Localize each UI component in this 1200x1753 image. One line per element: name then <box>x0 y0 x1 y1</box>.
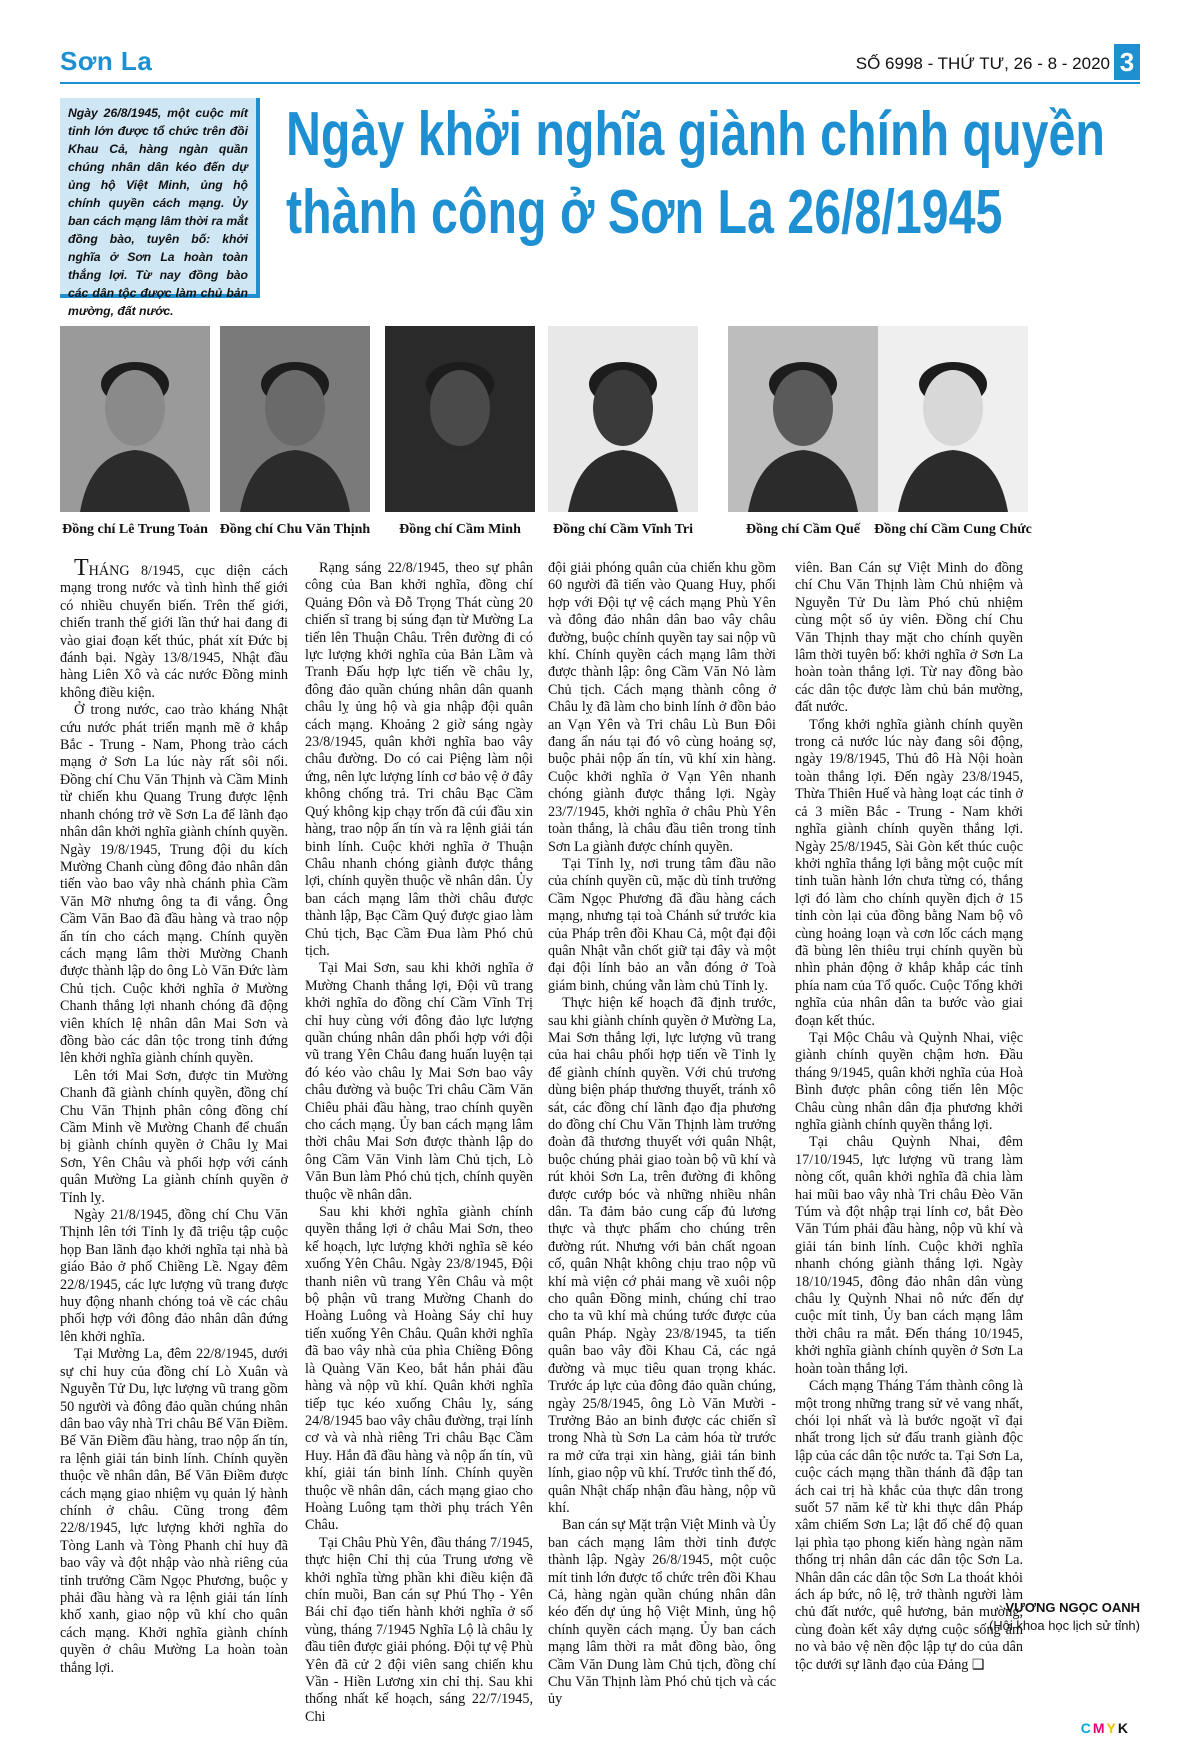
article-paragraph: Rạng sáng 22/8/1945, theo sự phân công của Ban khởi nghĩa, đồng chí Quảng Đôn và Đỗ Trọng Thát cùng 20 chiến sĩ trang bị súng đạn từ Mường La tiến lên Thuận Châu. Trên đường đi có lực lượng khởi nghĩa của Bản Lầm và Tranh Đấu hợp lực tiến về châu lỵ, đông đảo quần chúng nhân dân quanh châu lỵ ủng hộ và gia nhập đội quân cách mạng. Khoảng 2 giờ sáng ngày 23/8/1945, quân khởi nghĩa bao vây châu đường. Do có cai Piệng làm nội ứng, nên lực lượng lính cơ bảo vệ ở đây không chống trả. Tri châu Bạc Cầm Quý không kịp chạy trốn đã cúi đầu xin hàng, trao nộp ấn tín và ra lệnh giải tán binh lính. Cuộc khởi nghĩa ở Thuận Châu nhanh chóng giành được thắng lợi, chính quyền thuộc về nhân dân. Ủy ban cách mạng lâm thời châu được thành lập, Bạc Cầm Quý được giao làm Chủ tịch, Bạc Cầm Đua làm Phó chủ tịch. <box>305 560 533 959</box>
cmyk-c: C <box>1080 1720 1093 1736</box>
article-column-4 <box>795 560 1023 1674</box>
article-paragraph: đội giải phóng quân của chiến khu gồm 60 người đã tiến vào Quang Huy, phối hợp với Đội tự vệ cách mạng Phù Yên và đông đảo nhân dân bao vây châu đường, buộc chính quyền tay sai nộp vũ khí. Chính quyền cách mạng lâm thời được thành lập: ông Cầm Văn Nỏ làm Chủ tịch. Cách mạng thành công ở Châu lỵ đã làm cho binh lính ở đồn bảo an Vạn Yên và Tri châu Lù Bun Đôi đang ẩn náu tại đó vô cùng hoảng sợ, buộc phải nộp ấn tín, vũ khí xin hàng. Cuộc khởi nghĩa ở Vạn Yên nhanh chóng giành được thắng lợi. Ngày 23/7/1945, khởi nghĩa ở châu Phù Yên toàn thắng, là châu đầu tiên trong tỉnh Sơn La giành được chính quyền. <box>548 560 776 855</box>
portrait-photo <box>728 326 878 512</box>
portrait-photo <box>220 326 370 512</box>
portrait-photo <box>548 326 698 512</box>
article-column-1 <box>60 555 288 1677</box>
portrait-caption: Đồng chí Cầm Vĩnh Tri <box>552 522 694 537</box>
portrait-photo <box>385 326 535 512</box>
portrait-caption: Đồng chí Lê Trung Toản <box>62 522 208 537</box>
article-paragraph: Tại Mai Sơn, sau khi khởi nghĩa ở Mường Chanh thắng lợi, Đội vũ trang khởi nghĩa do đồng chí Cầm Vĩnh Trị chỉ huy cùng với đông đảo lực lượng quần chúng nhân dân phối hợp với đội vũ trang Yên Châu đang huấn luyện tại đó kéo vào châu lỵ Mai Sơn bao vây châu đường và buộc Tri châu Cầm Văn Chiêu phải đầu hàng, trao chính quyền cho cách mạng. Ủy ban cách mạng lâm thời châu Mai Sơn được thành lập do ông Cầm Văn Vinh làm Chủ tịch, Lò Văn Bun làm Phó chủ tịch, chính quyền thuộc về nhân dân. <box>305 960 533 1203</box>
article-paragraph: Sau khi khởi nghĩa giành chính quyền thắng lợi ở châu Mai Sơn, theo kế hoạch, lực lượng khởi nghĩa sẽ kéo xuống Yên Châu. Ngày 23/8/1945, Đội thanh niên vũ trang Yên Châu và một bộ phận vũ trang Mường Chanh do Hoàng Luông và Hoàng Sáy chỉ huy tiến xuống Yên Châu. Quân khởi nghĩa đã bao vây nhà của phìa Chiềng Đông là Quàng Văn Keo, bắt hắn phải đầu hàng và nộp vũ khí. Quân khởi nghĩa tiếp tục kéo xuống Châu lỵ, sáng 24/8/1945 bao vây châu đường, trại lính cơ và và nhà riêng Tri châu Bạc Cầm Huy. Hắn đã đầu hàng và nộp ấn tín, vũ khí, giải tán binh lính. Chính quyền thuộc về nhân dân, cách mạng giao cho Hoàng Luông tạm thời phụ trách Yên Châu. <box>305 1204 533 1534</box>
article-paragraph: Tại Tỉnh lỵ, nơi trung tâm đầu não của chính quyền cũ, mặc dù tỉnh trưởng Cầm Ngọc Phương đã đầu hàng cách mạng, nhưng tại toà Chánh sứ trước kia của Pháp trên đồi Khau Cả, một đại đội quân Nhật vẫn chốt giữ tại đây và một đại đội lính bảo an vẫn đóng ở Toà giám binh, chúng vẫn làm chủ Tỉnh lỵ. <box>548 855 776 994</box>
portrait-photo <box>60 326 210 512</box>
headline-line-1: Ngày khởi nghĩa giành chính quyền <box>286 100 1105 169</box>
article-paragraph: Tại Châu Phù Yên, đầu tháng 7/1945, thực hiện Chỉ thị của Trung ương về khởi nghĩa từng phần khi điều kiện đã chín muồi, Ban cán sự Phú Thọ - Yên Bái chỉ đạo tiến hành khởi nghĩa ở số vùng, tháng 7/1945 Nghĩa Lộ là châu lỵ đầu tiên được giải phóng. Đội tự vệ Phù Yên đã cử 2 đội viên sang chiến khu Vần - Hiền Lương xin chỉ thị. Sau khi thống nhất kế hoạch, sáng 22/7/1945, Chi <box>305 1534 533 1725</box>
byline: VƯƠNG NGỌC OANH <box>1005 1600 1140 1615</box>
article-column-3 <box>548 560 776 1709</box>
article-paragraph: Tại Mường La, đêm 22/8/1945, dưới sự chỉ huy của đồng chí Lò Xuân và Nguyễn Tử Du, lực lượng vũ trang gồm 50 người và đông đảo quần chúng nhân dân bao vây nhà Tri châu Bế Văn Điềm. Bế Văn Điềm đầu hàng, trao nộp ấn tín, ra lệnh giải tán binh lính. Chính quyền thuộc về nhân dân, Bế Văn Điềm được cách mạng giao nhiệm vụ quản lý hành chính ở châu. Cũng trong đêm 22/8/1945, lực lượng khởi nghĩa do Tòng Lanh và Tòng Phanh chỉ huy đã bao vây và đột nhập vào nhà riêng của tỉnh trưởng Cầm Ngọc Phương, buộc y phải đầu hàng và ra lệnh giải tán lính khố xanh, giao nộp vũ khí cho quân cách mạng. Khởi nghĩa giành chính quyền ở châu Mường La hoàn toàn thắng lợi. <box>60 1346 288 1676</box>
byline-affiliation: (Hội khoa học lịch sử tỉnh) <box>988 1618 1140 1633</box>
portrait-photo <box>878 326 1028 512</box>
portrait-caption: Đồng chí Cầm Quế <box>746 522 860 537</box>
article-paragraph: Tại châu Quỳnh Nhai, đêm 17/10/1945, lực lượng vũ trang làm nòng cốt, quân khởi nghĩa đã chia làm hai mũi bao vây nhà Tri châu Đèo Văn Túm và đột nhập trại lính cơ, bắt Đèo Văn Túm phải đầu hàng, nộp vũ khí và giải tán binh lính. Cuộc khởi nghĩa nhanh chóng giành thắng lợi. Ngày 18/10/1945, đông đảo nhân dân vùng châu lỵ Quỳnh Nhai nô nức đến dự cuộc mít tinh, Ủy ban cách mạng lâm thời châu ra mắt. Đến tháng 10/1945, khởi nghĩa giành chính quyền ở Sơn La hoàn toàn thắng lợi. <box>795 1134 1023 1377</box>
article-paragraph: THÁNG 8/1945, cục diện cách mạng trong nước và tình hình thế giới có nhiều chuyển biến. Trên thế giới, chiến tranh thế giới lần thứ hai đang đi vào giai đoạn kết thúc, phát xít Đức bị đánh bại. Ngày 13/8/1945, Nhật đầu hàng Liên Xô và các nước Đồng minh không điều kiện. <box>60 555 288 701</box>
page-header <box>60 44 1140 80</box>
issue-info: SỐ 6998 - THỨ TƯ, 26 - 8 - 2020 <box>855 54 1110 73</box>
section-label: Sơn La <box>60 46 153 76</box>
article-paragraph: Tại Mộc Châu và Quỳnh Nhai, việc giành chính quyền chậm hơn. Đầu tháng 9/1945, quân khởi nghĩa của Hoà Bình được phân công tiến lên Mộc Châu cùng nhân dân địa phương khởi nghĩa giành chính quyền thắng lợi. <box>795 1029 1023 1133</box>
lead-box: Ngày 26/8/1945, một cuộc mít tinh lớn được tổ chức trên đồi Khau Cả, hàng ngàn quần chúng nhân dân kéo đến dự ủng hộ Việt Minh, ủng hộ chính quyền cách mạng. Ủy ban cách mạng lâm thời ra mắt đồng bào, tuyên bố: khởi nghĩa ở Sơn La hoàn toàn thắng lợi. Từ nay đồng bào các dân tộc được làm chủ bản mường, đất nước. <box>60 98 260 298</box>
article-paragraph: Ban cán sự Mặt trận Việt Minh và Ủy ban cách mạng lâm thời tỉnh được thành lập. Ngày 26/8/1945, một cuộc mít tinh lớn được tổ chức trên đồi Khau Cả, hàng ngàn quần chúng nhân dân kéo đến dự ủng hộ Việt Minh, ủng hộ chính quyền cách mạng. Ủy ban cách mạng lâm thời ra mắt đồng bào, ông Cầm Văn Dung làm Chủ tịch, đồng chí Chu Văn Thịnh làm Phó chủ tịch và các ủy <box>548 1517 776 1708</box>
cmyk-k: K <box>1117 1720 1130 1736</box>
article-paragraph: Ngày 21/8/1945, đồng chí Chu Văn Thịnh lên tới Tỉnh lỵ đã triệu tập cuộc họp Ban lãnh đạo khởi nghĩa tại nhà bà giáo Bảo ở phố Chiềng Lề. Ngay đêm 22/8/1945, các lực lượng vũ trang được huy động nhanh chóng toả về các châu phối hợp với đông đảo nhân dân đứng lên khởi nghĩa. <box>60 1207 288 1345</box>
portrait-caption: Đồng chí Cầm Cung Chức <box>874 522 1032 537</box>
header-rule <box>60 82 1140 84</box>
article-paragraph: Cách mạng Tháng Tám thành công là một trong những trang sử vẻ vang nhất, chói lọi nhất và là bước ngoặt vĩ đại nhất trong lịch sử đấu tranh giành độc lập của các dân tộc nước ta. Tại Sơn La, cuộc cách mạng thần thánh đã đập tan ách cai trị hà khắc của thực dân trong suốt 57 năm kể từ khi thực dân Pháp xâm chiếm Sơn La; lật đổ chế độ quan lại phìa tạo phong kiến hàng ngàn năm thống trị nhân dân các dân tộc Sơn La. Nhân dân các dân tộc Sơn La thoát khỏi ách áp bức, nô lệ, trở thành người làm chủ đất nước, quê hương, bản mường, cùng đoàn kết xây dựng cuộc sống ấm no và bảo vệ nền độc lập tự do của dân tộc dưới sự lãnh đạo của Đảng ❑ <box>795 1378 1023 1673</box>
article-paragraph: viên. Ban Cán sự Việt Minh do đồng chí Chu Văn Thịnh làm Chủ nhiệm và Nguyễn Tử Du làm Phó chủ nhiệm cùng một số ủy viên. Đồng chí Chu Văn Thịnh thay mặt cho chính quyền lâm thời tuyên bố: khởi nghĩa ở Sơn La hoàn toàn thắng lợi. Từ nay đồng bào các dân tộc được làm chủ bản mường, đất nước. <box>795 560 1023 716</box>
article-column-2 <box>305 560 533 1726</box>
portrait-caption: Đồng chí Chu Văn Thịnh <box>219 522 371 537</box>
article-paragraph: Thực hiện kế hoạch đã định trước, sau khi giành chính quyền ở Mường La, Mai Sơn thắng lợi, lực lượng vũ trang của hai châu phối hợp tiến về Tỉnh lỵ để giành chính quyền. Với chủ trương dùng biện pháp thương thuyết, tránh xô sát, các đồng chí lãnh đạo địa phương do đồng chí Chu Văn Thịnh làm trưởng đoàn đã thương thuyết với quân Nhật, buộc chúng phải giao toàn bộ vũ khí và rút khỏi Sơn La, trên đường đi không được cướp bóc và những nhiều nhân dân. Ta đảm bảo cung cấp đủ lương thực và thực phẩm cho chúng trên đường rút. Nhưng với bản chất ngoan cố, quân Nhật không chịu trao nộp vũ khí mà viện cớ phải mang về xuôi nộp cho quân Đồng minh, chúng chỉ trao cho ta vũ khí mà chúng tước được của quân Pháp. Ngày 23/8/1945, ta tiến quân bao vây đồi Khau Cả, các ngả đường và mục tiêu quan trọng khác. Trước áp lực của đông đảo quần chúng, ngày 25/8/1945, ông Lò Văn Mười - Trưởng Bảo an binh được các chiến sĩ trong Nhà tù Sơn La cảm hóa từ trước ra mở cửa trại xin hàng, giải tán binh lính, giao nộp vũ khí. Trước tình thế đó, quân Nhật chấp nhận đầu hàng, nộp vũ khí. <box>548 995 776 1516</box>
article-paragraph: Tổng khởi nghĩa giành chính quyền trong cả nước lúc này đang sôi động, ngày 19/8/1945, Thủ đô Hà Nội hoàn toàn thắng lợi. Đến ngày 23/8/1945, Thừa Thiên Huế và hàng loạt các tỉnh ở cả 3 miền Bắc - Trung - Nam khởi nghĩa giành chính quyền thắng lợi. Ngày 25/8/1945, Sài Gòn kết thúc cuộc khởi nghĩa thắng lợi bằng một cuộc mít tinh tuần hành lớn chưa từng có, thắng lợi đó làm cho chính quyền địch ở 15 tỉnh còn lại của đồng bằng Nam bộ vô cùng hoảng loạn và cơn lốc cách mạng đã bùng lên thiêu trụi chính quyền bù nhìn phản động ở khắp khắp các tỉnh phía nam của Tổ quốc. Cuộc Tổng khởi nghĩa của nhân dân ta bước vào giai đoạn kết thúc. <box>795 716 1023 1029</box>
cmyk-m: M <box>1092 1720 1107 1736</box>
article-paragraph: Lên tới Mai Sơn, được tin Mường Chanh đã giành chính quyền, đồng chí Chu Văn Thịnh phân công đồng chí Cầm Minh về Mường Chanh để chuẩn bị giành chính quyền ở Châu lỵ Mai Sơn, Yên Châu và phối hợp với cánh quân Mường La giành chính quyền ở Tỉnh lỵ. <box>60 1067 288 1206</box>
headline <box>286 96 1105 252</box>
cmyk-y: Y <box>1106 1720 1118 1736</box>
portrait-caption: Đồng chí Cầm Minh <box>399 522 521 537</box>
headline-line-2: thành công ở Sơn La 26/8/1945 <box>286 178 1003 247</box>
page-number: 3 <box>1114 44 1140 80</box>
article-paragraph: Ở trong nước, cao trào kháng Nhật cứu nước phát triển mạnh mẽ ở khắp Bắc - Trung - Nam, Phong trào cách mạng ở Sơn La lúc này rất sôi nổi. Đồng chí Chu Văn Thịnh và Cầm Minh từ chiến khu Quang Trung được lệnh nhanh chóng trở về Sơn La để lãnh đạo nhân dân khởi nghĩa giành chính quyền. Ngày 19/8/1945, Trung đội du kích Mường Chanh cùng đông đảo nhân dân tiến vào bao vây nhà chánh phìa Cầm Văn Mỡ nhưng ông ta đi vắng. Ông Cầm Văn Bao đã đầu hàng và trao nộp ấn tín cho cách mạng. Chính quyền cách mạng lâm thời Mường Chanh được thành lập do ông Lò Văn Đức làm Chủ tịch. Cuộc khởi nghĩa ở Mường Chanh thắng lợi nhanh chóng đã động viên khích lệ nhân dân Mai Sơn và đồng bào các dân tộc trong tỉnh đứng lên khởi nghĩa giành chính quyền. <box>60 702 288 1067</box>
cmyk-print-marks <box>1081 1720 1130 1736</box>
